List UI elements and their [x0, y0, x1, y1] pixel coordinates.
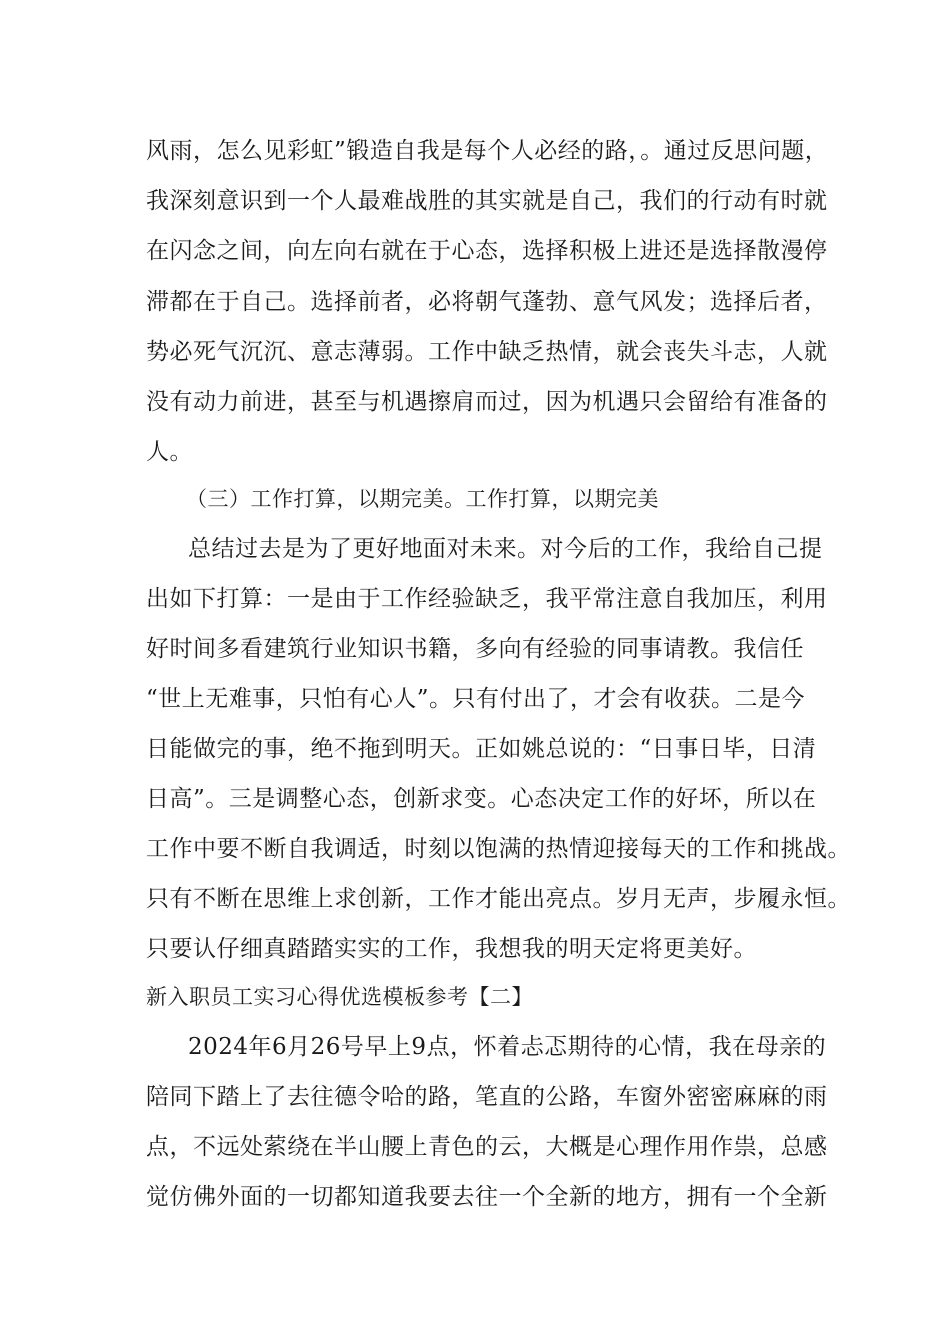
text-line: （三）工作打算，以期完美。工作打算，以期完美: [186, 487, 659, 511]
text-line: 陪同下踏上了去往德令哈的路，笔直的公路，车窗外密密麻麻的雨: [146, 1084, 828, 1110]
text-line: 日能做完的事，绝不拖到明天。正如姚总说的：“日事日毕，日清: [146, 736, 817, 762]
text-line: 势必死气沉沉、意志薄弱。工作中缺乏热情，就会丧失斗志，人就: [146, 339, 828, 365]
text-line: 只要认仔细真踏踏实实的工作，我想我的明天定将更美好。: [146, 936, 757, 962]
text-line: 2024年6月26号早上9点，怀着忐忑期待的心情，我在母亲的: [188, 1034, 827, 1060]
text-line: 好时间多看建筑行业知识书籍，多向有经验的同事请教。我信任: [146, 636, 804, 662]
text-line: 总结过去是为了更好地面对未来。对今后的工作，我给自己提: [188, 536, 823, 562]
text-line: 工作中要不断自我调适，时刻以饱满的热情迎接每天的工作和挑战。: [146, 836, 851, 862]
text-line: 出如下打算：一是由于工作经验缺乏，我平常注意自我加压，利用: [146, 586, 828, 612]
text-line: 没有动力前进，甚至与机遇擦肩而过，因为机遇只会留给有准备的: [146, 389, 828, 415]
text-line: 人。: [146, 439, 193, 465]
text-line: 觉仿佛外面的一切都知道我要去往一个全新的地方，拥有一个全新: [146, 1184, 828, 1210]
text-line: 在闪念之间，向左向右就在于心态，选择积极上进还是选择散漫停: [146, 238, 828, 264]
text-line: 日高”。三是调整心态，创新求变。心态决定工作的好坏，所以在: [146, 786, 817, 812]
text-line: 我深刻意识到一个人最难战胜的其实就是自己，我们的行动有时就: [146, 188, 828, 214]
text-line: “世上无难事，只怕有心人”。只有付出了，才会有收获。二是今: [146, 686, 806, 712]
text-line: 滞都在于自己。选择前者，必将朝气蓬勃、意气风发；选择后者，: [146, 289, 828, 315]
heading-text: 新入职员工实习心得优选模板参考【二】: [146, 985, 533, 1009]
text-line: 点，不远处萦绕在半山腰上青色的云，大概是心理作用作祟，总感: [146, 1134, 828, 1160]
text-line: 只有不断在思维上求创新，工作才能出亮点。岁月无声，步履永恒。: [146, 886, 851, 912]
text-line: 风雨，怎么见彩虹”锻造自我是每个人必经的路，。通过反思问题，: [146, 138, 829, 164]
